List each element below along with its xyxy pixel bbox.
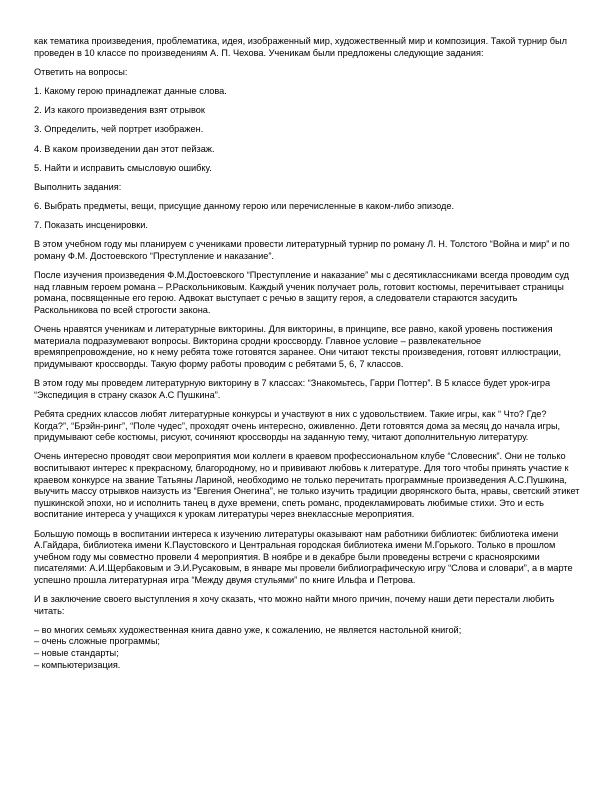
reason-item-2: – очень сложные программы; bbox=[34, 636, 160, 647]
paragraph-quiz-this-year: В этом году мы проведем литературную викторину в 7 классах: “Знакомьтесь, Гарри Поттер”. В 5 классе будет урок-игра “Экспедиция в страну сказок А.С Пушкина”. bbox=[34, 378, 551, 400]
reason-item-4: – компьютеризация. bbox=[34, 659, 121, 670]
paragraph-tournament-plan: В этом учебном году мы планируем с учениками провести литературный турнир по роману Л. Н. Толстого “Война и мир” и по роману Ф.М. Достоевского “Преступление и наказание”. bbox=[34, 239, 570, 262]
list-item-5: 5. Найти и исправить смысловую ошибку. bbox=[34, 162, 212, 173]
paragraph-tasks-heading: Выполнить задания: bbox=[34, 181, 122, 192]
paragraph-questions-heading: Ответить на вопросы: bbox=[34, 66, 128, 77]
paragraph-club: Очень интересно проводят свои мероприятия мои коллеги в краевом профессиональном клубе “Словесник”. Они не только воспитывают интерес к прекрасному, благородному, но и прививают любовь к литературе. Для того чтобы принять участие к краевом конкурсе на звание Татьяны Лариной, необходимо не только перечитать программные произведения А.С.Пушкина, выучить массу отрывков наизусть из “Евгения Онегина”, не только изучить традиции дворянского быта, нравы, светский этикет пушкинской эпохи, но и исполнить танец в духе времени, спеть романс, продекламировать любимые стихи. Это и есть воспитание интереса у учащихся к урокам литературы через внеклассные мероприятия. bbox=[34, 451, 580, 520]
document-page bbox=[34, 36, 580, 671]
list-item-4: 4. В каком произведении дан этот пейзаж. bbox=[34, 143, 215, 154]
list-item-2: 2. Из какого произведения взят отрывок bbox=[34, 105, 205, 116]
reasons-list bbox=[34, 625, 580, 671]
paragraph-contests: Ребята средних классов любят литературные конкурсы и участвуют в них с удовольствием. Такие игры, как “ Что? Где? Когда?”, “Брэйн-ринг”, “Поле чудес”, проходят очень интересно, оживленно. Дети готовятся дома за месяц до начала игры, придумывают себе костюмы, рисуют, сочиняют кроссворды на заданную тему, читают дополнительную литературу. bbox=[34, 408, 561, 443]
list-item-6: 6. Выбрать предметы, вещи, присущие данному герою или перечисленные в каком-либо эпизоде. bbox=[34, 201, 455, 212]
list-item-7: 7. Показать инсценировки. bbox=[34, 220, 148, 231]
paragraph-trial: После изучения произведения Ф.М.Достоевского “Преступление и наказание” мы с десятиклассниками всегда проводим суд над главным героем романа – Р.Раскольниковым. Каждый ученик получает роль, готовит костюмы, перечитывает страницы романа, посвященные его герою. Адвокат выступает с речью в защиту героя, а следователи стараются засудить Раскольникова по всей строгости закона. bbox=[34, 270, 570, 316]
list-item-3: 3. Определить, чей портрет изображен. bbox=[34, 124, 204, 135]
reason-item-1: – во многих семьях художественная книга давно уже, к сожалению, не является настольной книгой; bbox=[34, 624, 462, 635]
reason-item-3: – новые стандарты; bbox=[34, 648, 119, 659]
paragraph-libraries: Большую помощь в воспитании интереса к изучению литературы оказывают нам работники библиотек: библиотека имени А.Гайдара, библиотека имени К.Паустовского и Центральная городская библиотека имени М.Горького. Только в прошлом учебном году мы совместно провели 4 мероприятия. В ноябре и в декабре были проведены встречи с красноярскими писателями: А.И.Щербаковым и Э.И.Русаковым, в январе мы провели библиографическую игру “Слова и словари”, а в марте успешно прошла литературная игра “Между двумя стульями” по книге Ильфа и Петрова. bbox=[34, 528, 573, 585]
paragraph-quizzes: Очень нравятся ученикам и литературные викторины. Для викторины, в принципе, все равно, какой уровень постижения материала подразумевают вопросы. Викторина сродни кроссворду. Главное условие – развлекательное времяпрепровождение, но к нему ребята тоже готовятся заранее. Они читают тексты произведения, готовят иллюстрации, придумывают кроссворды. Такую форму работы проводим с ребятами 5, 6, 7 классов. bbox=[34, 324, 562, 369]
paragraph-intro: как тематика произведения, проблематика, идея, изображенный мир, художественный мир и композиция. Такой турнир был проведен в 10 классе по произведениям А. П. Чехова. Ученикам были предложены следующие задания: bbox=[34, 36, 567, 58]
list-item-1: 1. Какому герою принадлежат данные слова. bbox=[34, 85, 227, 96]
paragraph-conclusion: И в заключение своего выступления я хочу сказать, что можно найти много причин, почему наши дети перестали любить читать: bbox=[34, 594, 555, 616]
